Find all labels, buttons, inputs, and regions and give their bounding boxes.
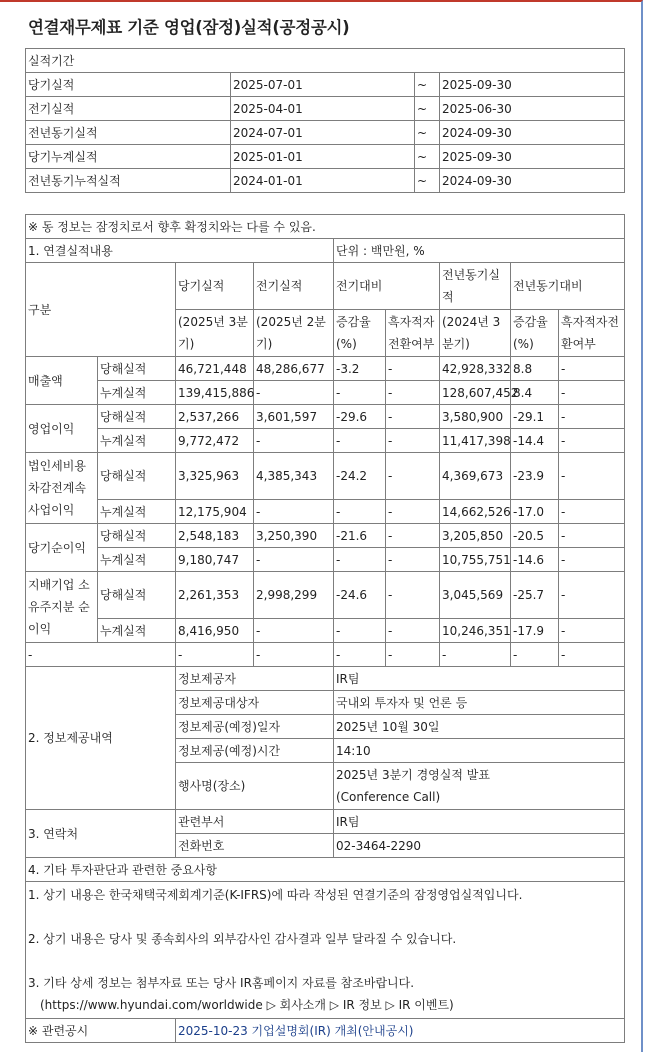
header-yoy: 전년동기실적 bbox=[440, 263, 511, 310]
related-row bbox=[26, 1019, 625, 1043]
value-yoy: 42,928,332 bbox=[440, 357, 511, 381]
table-row bbox=[26, 500, 625, 524]
value-yoy: 3,580,900 bbox=[440, 405, 511, 429]
value-prev: - bbox=[254, 619, 334, 643]
header-yoy-period: (2024년 3분기) bbox=[440, 310, 511, 357]
period-label: 당기실적 bbox=[26, 73, 231, 97]
value-rate: - bbox=[334, 548, 386, 572]
note-3: 3. 기타 상세 정보는 첨부자료 또는 당사 IR홈페이지 자료를 참조바랍니다. bbox=[28, 976, 415, 990]
period-start: 2025-07-01 bbox=[231, 73, 415, 97]
value-prev: - bbox=[254, 381, 334, 405]
value-prev: - bbox=[254, 429, 334, 453]
period-start: 2024-07-01 bbox=[231, 121, 415, 145]
info-value: 2025년 10월 30일 bbox=[334, 715, 625, 739]
value-yoy-turn: - bbox=[559, 548, 625, 572]
table-row bbox=[26, 548, 625, 572]
item-name: 매출액 bbox=[26, 357, 98, 405]
contact-row bbox=[26, 810, 625, 834]
value-yoy-turn: - bbox=[559, 357, 625, 381]
value-yoy: 128,607,452 bbox=[440, 381, 511, 405]
contact-value: IR팀 bbox=[334, 810, 625, 834]
header-prev-cmp: 전기대비 bbox=[334, 263, 440, 310]
row-type: 당해실적 bbox=[98, 357, 176, 381]
note-1: 1. 상기 내용은 한국채택국제회계기준(K-IFRS)에 따라 작성된 연결기준의 잠정영업실적입니다. bbox=[28, 888, 523, 902]
value-turn: - bbox=[386, 524, 440, 548]
value-rate: - bbox=[334, 381, 386, 405]
value-turn: - bbox=[386, 429, 440, 453]
table-row bbox=[26, 357, 625, 381]
value-turn: - bbox=[386, 500, 440, 524]
item-name: 영업이익 bbox=[26, 405, 98, 453]
info-key: 정보제공(예정)일자 bbox=[176, 715, 334, 739]
table-row bbox=[26, 572, 625, 619]
value-cur: 2,548,183 bbox=[176, 524, 254, 548]
period-label: 당기누계실적 bbox=[26, 145, 231, 169]
period-header: 실적기간 bbox=[26, 49, 625, 73]
note-gap bbox=[28, 906, 622, 928]
value-turn: - bbox=[386, 453, 440, 500]
page-title: 연결재무제표 기준 영업(잠정)실적(공정공시) bbox=[28, 18, 350, 37]
value-prev: 48,286,677 bbox=[254, 357, 334, 381]
value-rate: -24.6 bbox=[334, 572, 386, 619]
value-yoy-rate: 8.8 bbox=[511, 357, 559, 381]
value-turn: - bbox=[386, 572, 440, 619]
info-value: 14:10 bbox=[334, 739, 625, 763]
period-sep: ~ bbox=[415, 169, 440, 193]
value-yoy: 10,755,751 bbox=[440, 548, 511, 572]
info-key: 행사명(장소) bbox=[176, 763, 334, 810]
row-type: 당해실적 bbox=[98, 453, 176, 500]
results-table bbox=[25, 214, 625, 1043]
period-label: 전년동기누적실적 bbox=[26, 169, 231, 193]
value-yoy-rate: -17.0 bbox=[511, 500, 559, 524]
period-label: 전기실적 bbox=[26, 97, 231, 121]
empty-cell: - bbox=[26, 643, 176, 667]
value-yoy: 3,205,850 bbox=[440, 524, 511, 548]
value-yoy: 10,246,351 bbox=[440, 619, 511, 643]
value-turn: - bbox=[386, 405, 440, 429]
value-turn: - bbox=[386, 381, 440, 405]
info-value: IR팀 bbox=[334, 667, 625, 691]
value-yoy: 11,417,398 bbox=[440, 429, 511, 453]
value-yoy-rate: -17.9 bbox=[511, 619, 559, 643]
period-sep: ~ bbox=[415, 73, 440, 97]
value-cur: 3,325,963 bbox=[176, 453, 254, 500]
value-prev: 4,385,343 bbox=[254, 453, 334, 500]
header-cur: 당기실적 bbox=[176, 263, 254, 310]
contact-value: 02-3464-2290 bbox=[334, 834, 625, 858]
header-yoy-cmp: 전년동기대비 bbox=[511, 263, 625, 310]
value-yoy-turn: - bbox=[559, 619, 625, 643]
section4-notes-row bbox=[26, 882, 625, 1019]
value-prev: 3,601,597 bbox=[254, 405, 334, 429]
notice-text: ※ 동 정보는 잠정치로서 향후 확정치와는 다를 수 있음. bbox=[26, 215, 625, 239]
header-prev: 전기실적 bbox=[254, 263, 334, 310]
value-yoy-turn: - bbox=[559, 429, 625, 453]
value-cur: 2,537,266 bbox=[176, 405, 254, 429]
row-type: 누계실적 bbox=[98, 381, 176, 405]
value-yoy-rate: 8.4 bbox=[511, 381, 559, 405]
period-start: 2025-04-01 bbox=[231, 97, 415, 121]
row-type: 누계실적 bbox=[98, 548, 176, 572]
value-rate: - bbox=[334, 619, 386, 643]
value-cur: 139,415,886 bbox=[176, 381, 254, 405]
value-cur: 2,261,353 bbox=[176, 572, 254, 619]
period-end: 2024-09-30 bbox=[440, 169, 625, 193]
value-rate: -3.2 bbox=[334, 357, 386, 381]
contact-key: 전화번호 bbox=[176, 834, 334, 858]
period-row bbox=[26, 145, 625, 169]
contact-key: 관련부서 bbox=[176, 810, 334, 834]
row-type: 당해실적 bbox=[98, 572, 176, 619]
row-type: 누계실적 bbox=[98, 619, 176, 643]
empty-cell: - bbox=[511, 643, 559, 667]
period-label: 전년동기실적 bbox=[26, 121, 231, 145]
event-name: 2025년 3분기 경영실적 발표 bbox=[336, 768, 490, 782]
section4-label: 4. 기타 투자판단과 관련한 중요사항 bbox=[26, 858, 625, 882]
value-cur: 8,416,950 bbox=[176, 619, 254, 643]
info-value: 국내외 투자자 및 언론 등 bbox=[334, 691, 625, 715]
value-rate: - bbox=[334, 500, 386, 524]
header-turn: 흑자적자전환여부 bbox=[386, 310, 440, 357]
note-gap bbox=[28, 950, 622, 972]
header-rate: 증감율(%) bbox=[334, 310, 386, 357]
value-yoy-turn: - bbox=[559, 381, 625, 405]
item-name: 법인세비용차감전계속사업이익 bbox=[26, 453, 98, 524]
header-turn2: 흑자적자전환여부 bbox=[559, 310, 625, 357]
section4-header-row bbox=[26, 858, 625, 882]
period-table bbox=[25, 48, 625, 193]
row-type: 누계실적 bbox=[98, 429, 176, 453]
period-end: 2025-06-30 bbox=[440, 97, 625, 121]
related-link[interactable]: 2025-10-23 기업설명회(IR) 개최(안내공시) bbox=[176, 1019, 625, 1043]
period-sep: ~ bbox=[415, 97, 440, 121]
period-end: 2024-09-30 bbox=[440, 121, 625, 145]
value-prev: - bbox=[254, 500, 334, 524]
period-start: 2025-01-01 bbox=[231, 145, 415, 169]
info-key: 정보제공자 bbox=[176, 667, 334, 691]
item-name: 지배기업 소유주지분 순이익 bbox=[26, 572, 98, 643]
period-sep: ~ bbox=[415, 145, 440, 169]
value-rate: - bbox=[334, 429, 386, 453]
period-row bbox=[26, 121, 625, 145]
value-yoy: 14,662,526 bbox=[440, 500, 511, 524]
empty-cell: - bbox=[440, 643, 511, 667]
value-turn: - bbox=[386, 357, 440, 381]
value-yoy-rate: -20.5 bbox=[511, 524, 559, 548]
value-yoy-rate: -23.9 bbox=[511, 453, 559, 500]
period-end: 2025-09-30 bbox=[440, 145, 625, 169]
item-name: 당기순이익 bbox=[26, 524, 98, 572]
value-prev: 3,250,390 bbox=[254, 524, 334, 548]
table-row bbox=[26, 405, 625, 429]
value-yoy-rate: -25.7 bbox=[511, 572, 559, 619]
header-prev-period: (2025년 2분기) bbox=[254, 310, 334, 357]
section4-notes bbox=[26, 882, 625, 1019]
header-cur-period: (2025년 3분기) bbox=[176, 310, 254, 357]
value-yoy: 4,369,673 bbox=[440, 453, 511, 500]
section2-label: 2. 정보제공내역 bbox=[26, 667, 176, 810]
table-row bbox=[26, 524, 625, 548]
value-turn: - bbox=[386, 619, 440, 643]
header-gubun: 구분 bbox=[26, 263, 176, 357]
row-type: 누계실적 bbox=[98, 500, 176, 524]
empty-cell: - bbox=[176, 643, 254, 667]
value-prev: 2,998,299 bbox=[254, 572, 334, 619]
value-yoy-turn: - bbox=[559, 500, 625, 524]
period-start: 2024-01-01 bbox=[231, 169, 415, 193]
period-row bbox=[26, 73, 625, 97]
empty-cell: - bbox=[334, 643, 386, 667]
value-yoy-turn: - bbox=[559, 453, 625, 500]
value-prev: - bbox=[254, 548, 334, 572]
period-row bbox=[26, 97, 625, 121]
header-rate2: 증감율(%) bbox=[511, 310, 559, 357]
section3-label: 3. 연락처 bbox=[26, 810, 176, 858]
unit-label: 단위 : 백만원, % bbox=[334, 239, 625, 263]
empty-cell: - bbox=[559, 643, 625, 667]
info-row bbox=[26, 667, 625, 691]
period-row bbox=[26, 169, 625, 193]
related-label: ※ 관련공시 bbox=[26, 1019, 176, 1043]
table-row bbox=[26, 429, 625, 453]
value-rate: -29.6 bbox=[334, 405, 386, 429]
value-yoy-turn: - bbox=[559, 405, 625, 429]
empty-cell: - bbox=[386, 643, 440, 667]
value-cur: 46,721,448 bbox=[176, 357, 254, 381]
info-value bbox=[334, 763, 625, 810]
period-end: 2025-09-30 bbox=[440, 73, 625, 97]
table-row bbox=[26, 619, 625, 643]
value-yoy-rate: -29.1 bbox=[511, 405, 559, 429]
info-key: 정보제공(예정)시간 bbox=[176, 739, 334, 763]
value-yoy-turn: - bbox=[559, 524, 625, 548]
value-yoy: 3,045,569 bbox=[440, 572, 511, 619]
event-place: (Conference Call) bbox=[336, 790, 441, 804]
value-yoy-rate: -14.4 bbox=[511, 429, 559, 453]
value-cur: 12,175,904 bbox=[176, 500, 254, 524]
value-cur: 9,772,472 bbox=[176, 429, 254, 453]
note-2: 2. 상기 내용은 당사 및 종속회사의 외부감사인 감사결과 일부 달라질 수 있습니다. bbox=[28, 932, 457, 946]
section1-label: 1. 연결실적내용 bbox=[26, 239, 334, 263]
value-turn: - bbox=[386, 548, 440, 572]
note-3-url: (https://www.hyundai.com/worldwide ▷ 회사소개 ▷ IR 정보 ▷ IR 이벤트) bbox=[40, 998, 454, 1012]
period-sep: ~ bbox=[415, 121, 440, 145]
value-rate: -24.2 bbox=[334, 453, 386, 500]
row-type: 당해실적 bbox=[98, 405, 176, 429]
value-yoy-rate: -14.6 bbox=[511, 548, 559, 572]
empty-row bbox=[26, 643, 625, 667]
value-cur: 9,180,747 bbox=[176, 548, 254, 572]
table-row bbox=[26, 453, 625, 500]
value-rate: -21.6 bbox=[334, 524, 386, 548]
row-type: 당해실적 bbox=[98, 524, 176, 548]
empty-cell: - bbox=[254, 643, 334, 667]
value-yoy-turn: - bbox=[559, 572, 625, 619]
info-key: 정보제공대상자 bbox=[176, 691, 334, 715]
table-row bbox=[26, 381, 625, 405]
